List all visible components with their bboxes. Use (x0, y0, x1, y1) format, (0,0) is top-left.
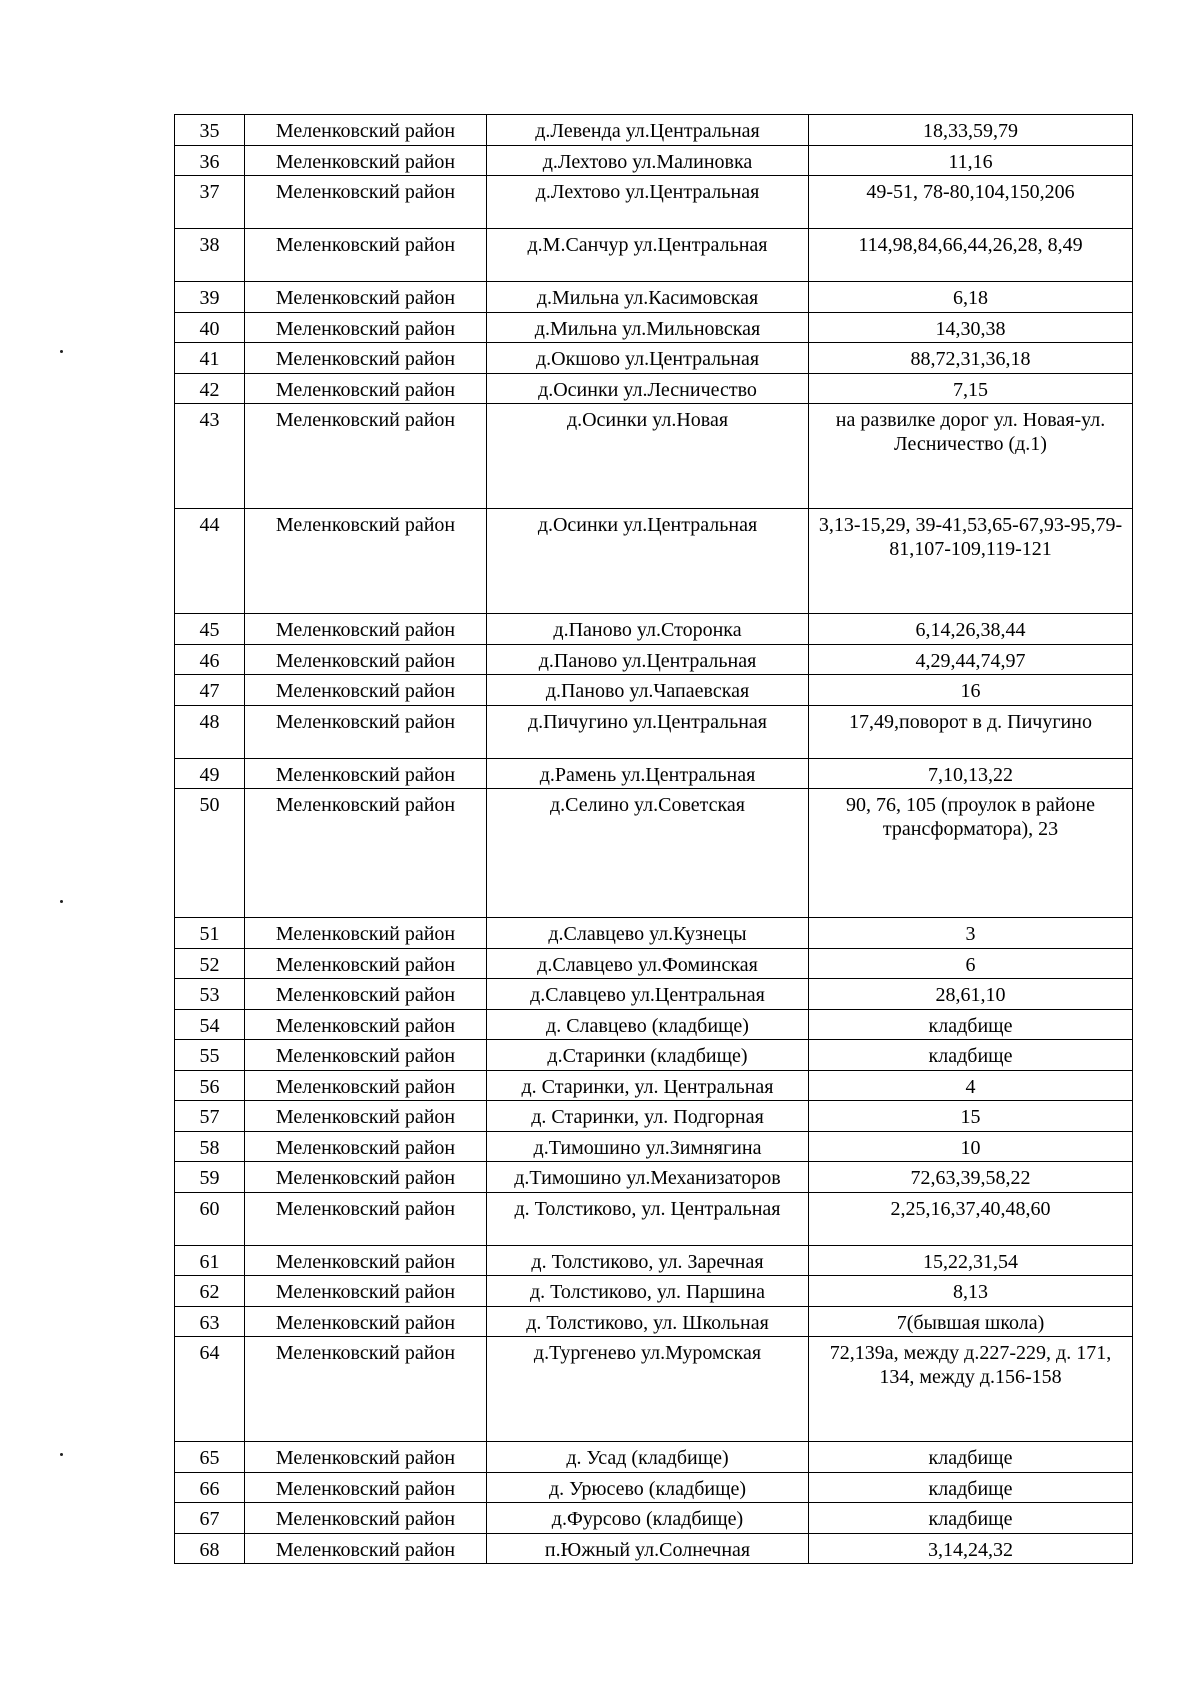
row-district: Меленковский район (245, 343, 487, 374)
row-number: 42 (175, 373, 245, 404)
row-district: Меленковский район (245, 1245, 487, 1276)
row-houses: 88,72,31,36,18 (809, 343, 1133, 374)
table-row (175, 312, 1133, 343)
row-number: 36 (175, 145, 245, 176)
table-row (175, 509, 1133, 614)
row-address: д. Усад (кладбище) (487, 1442, 809, 1473)
table-row (175, 1337, 1133, 1442)
row-district: Меленковский район (245, 644, 487, 675)
table-row (175, 115, 1133, 146)
row-address: д.Славцево ул.Кузнецы (487, 918, 809, 949)
row-district: Меленковский район (245, 1533, 487, 1564)
row-district: Меленковский район (245, 1442, 487, 1473)
row-number: 46 (175, 644, 245, 675)
row-address: д.Тимошино ул.Зимнягина (487, 1131, 809, 1162)
row-address: д. Толстиково, ул. Паршина (487, 1276, 809, 1307)
row-number: 63 (175, 1306, 245, 1337)
table-row (175, 979, 1133, 1010)
scan-speck (60, 350, 63, 353)
row-district: Меленковский район (245, 675, 487, 706)
table-row (175, 705, 1133, 758)
row-address: д.Тимошино ул.Механизаторов (487, 1162, 809, 1193)
row-houses: 3,13-15,29, 39-41,53,65-67,93-95,79-81,107-109,119-121 (809, 509, 1133, 614)
row-address: д.Лехтово ул.Малиновка (487, 145, 809, 176)
row-district: Меленковский район (245, 373, 487, 404)
row-district: Меленковский район (245, 145, 487, 176)
table-row (175, 176, 1133, 229)
row-number: 45 (175, 614, 245, 645)
row-district: Меленковский район (245, 1337, 487, 1442)
row-number: 51 (175, 918, 245, 949)
table-row (175, 1276, 1133, 1307)
row-district: Меленковский район (245, 176, 487, 229)
row-houses: 17,49,поворот в д. Пичугино (809, 705, 1133, 758)
table-row (175, 404, 1133, 509)
row-number: 49 (175, 758, 245, 789)
row-district: Меленковский район (245, 1192, 487, 1245)
row-houses: 72,63,39,58,22 (809, 1162, 1133, 1193)
row-district: Меленковский район (245, 1306, 487, 1337)
row-houses: 10 (809, 1131, 1133, 1162)
row-address: д. Урюсево (кладбище) (487, 1472, 809, 1503)
row-houses: 114,98,84,66,44,26,28, 8,49 (809, 229, 1133, 282)
row-district: Меленковский район (245, 1101, 487, 1132)
row-address: д.Паново ул.Центральная (487, 644, 809, 675)
table-row (175, 758, 1133, 789)
row-number: 37 (175, 176, 245, 229)
row-houses: 15 (809, 1101, 1133, 1132)
table-row (175, 1131, 1133, 1162)
row-address: д.Лехтово ул.Центральная (487, 176, 809, 229)
table-row (175, 343, 1133, 374)
table-row (175, 373, 1133, 404)
table-row (175, 918, 1133, 949)
row-number: 52 (175, 948, 245, 979)
row-district: Меленковский район (245, 918, 487, 949)
row-number: 59 (175, 1162, 245, 1193)
row-district: Меленковский район (245, 789, 487, 918)
row-number: 39 (175, 282, 245, 313)
table-body (175, 115, 1133, 1564)
row-address: д. Славцево (кладбище) (487, 1009, 809, 1040)
row-address: д. Толстиково, ул. Школьная (487, 1306, 809, 1337)
row-number: 35 (175, 115, 245, 146)
row-number: 68 (175, 1533, 245, 1564)
row-houses: 2,25,16,37,40,48,60 (809, 1192, 1133, 1245)
table-row (175, 1070, 1133, 1101)
row-number: 48 (175, 705, 245, 758)
row-number: 64 (175, 1337, 245, 1442)
row-number: 47 (175, 675, 245, 706)
row-address: д. Толстиково, ул. Центральная (487, 1192, 809, 1245)
row-district: Меленковский район (245, 1070, 487, 1101)
row-address: д.М.Санчур ул.Центральная (487, 229, 809, 282)
table-row (175, 1533, 1133, 1564)
table-row (175, 1040, 1133, 1071)
row-houses: 15,22,31,54 (809, 1245, 1133, 1276)
table-row (175, 1442, 1133, 1473)
row-number: 61 (175, 1245, 245, 1276)
row-district: Меленковский район (245, 229, 487, 282)
row-address: д.Осинки ул.Лесничество (487, 373, 809, 404)
row-district: Меленковский район (245, 948, 487, 979)
row-address: д. Старинки, ул. Подгорная (487, 1101, 809, 1132)
table-row (175, 1101, 1133, 1132)
row-houses: 3,14,24,32 (809, 1533, 1133, 1564)
row-number: 53 (175, 979, 245, 1010)
row-houses: кладбище (809, 1503, 1133, 1534)
row-address: д.Осинки ул.Новая (487, 404, 809, 509)
row-district: Меленковский район (245, 614, 487, 645)
row-number: 44 (175, 509, 245, 614)
row-address: д.Левенда ул.Центральная (487, 115, 809, 146)
row-address: д.Осинки ул.Центральная (487, 509, 809, 614)
row-number: 66 (175, 1472, 245, 1503)
row-number: 58 (175, 1131, 245, 1162)
row-houses: 7,10,13,22 (809, 758, 1133, 789)
table-row (175, 614, 1133, 645)
row-district: Меленковский район (245, 404, 487, 509)
row-address: д.Окшово ул.Центральная (487, 343, 809, 374)
row-houses: 11,16 (809, 145, 1133, 176)
table-row (175, 1245, 1133, 1276)
row-number: 41 (175, 343, 245, 374)
row-address: д.Паново ул.Чапаевская (487, 675, 809, 706)
row-number: 55 (175, 1040, 245, 1071)
row-number: 57 (175, 1101, 245, 1132)
row-district: Меленковский район (245, 1131, 487, 1162)
row-houses: 8,13 (809, 1276, 1133, 1307)
row-houses: кладбище (809, 1040, 1133, 1071)
row-address: д.Славцево ул.Центральная (487, 979, 809, 1010)
row-district: Меленковский район (245, 979, 487, 1010)
row-address: д.Тургенево ул.Муромская (487, 1337, 809, 1442)
locations-table (174, 114, 1133, 1564)
row-houses: 6 (809, 948, 1133, 979)
row-district: Меленковский район (245, 115, 487, 146)
scan-speck (60, 900, 63, 903)
row-address: д.Селино ул.Советская (487, 789, 809, 918)
row-district: Меленковский район (245, 282, 487, 313)
row-number: 43 (175, 404, 245, 509)
scan-speck (60, 1453, 63, 1456)
row-number: 54 (175, 1009, 245, 1040)
row-address: д.Пичугино ул.Центральная (487, 705, 809, 758)
row-address: д.Паново ул.Сторонка (487, 614, 809, 645)
table-row (175, 1503, 1133, 1534)
table-row (175, 948, 1133, 979)
table-row (175, 1009, 1133, 1040)
row-address: д.Мильна ул.Касимовская (487, 282, 809, 313)
row-address: д.Старинки (кладбище) (487, 1040, 809, 1071)
row-number: 40 (175, 312, 245, 343)
row-houses: 28,61,10 (809, 979, 1133, 1010)
row-houses: 14,30,38 (809, 312, 1133, 343)
row-district: Меленковский район (245, 1040, 487, 1071)
row-houses: 16 (809, 675, 1133, 706)
row-houses: 7(бывшая школа) (809, 1306, 1133, 1337)
row-houses: 49-51, 78-80,104,150,206 (809, 176, 1133, 229)
row-district: Меленковский район (245, 312, 487, 343)
row-address: д.Славцево ул.Фоминская (487, 948, 809, 979)
row-houses: на развилке дорог ул. Новая-ул. Лесничество (д.1) (809, 404, 1133, 509)
row-district: Меленковский район (245, 1503, 487, 1534)
table-row (175, 282, 1133, 313)
row-district: Меленковский район (245, 705, 487, 758)
row-address: д.Мильна ул.Мильновская (487, 312, 809, 343)
table-row (175, 1192, 1133, 1245)
row-houses: 72,139а, между д.227-229, д. 171, 134, между д.156-158 (809, 1337, 1133, 1442)
row-address: д.Фурсово (кладбище) (487, 1503, 809, 1534)
table-row (175, 675, 1133, 706)
row-houses: 4,29,44,74,97 (809, 644, 1133, 675)
table-row (175, 644, 1133, 675)
row-address: п.Южный ул.Солнечная (487, 1533, 809, 1564)
row-district: Меленковский район (245, 1162, 487, 1193)
row-houses: кладбище (809, 1442, 1133, 1473)
row-district: Меленковский район (245, 1009, 487, 1040)
table-row (175, 1472, 1133, 1503)
row-number: 38 (175, 229, 245, 282)
table-row (175, 145, 1133, 176)
row-houses: 18,33,59,79 (809, 115, 1133, 146)
row-houses: кладбище (809, 1472, 1133, 1503)
row-number: 62 (175, 1276, 245, 1307)
row-district: Меленковский район (245, 1472, 487, 1503)
row-houses: 6,14,26,38,44 (809, 614, 1133, 645)
row-number: 65 (175, 1442, 245, 1473)
row-houses: кладбище (809, 1009, 1133, 1040)
table-row (175, 229, 1133, 282)
row-address: д.Рамень ул.Центральная (487, 758, 809, 789)
row-district: Меленковский район (245, 758, 487, 789)
row-district: Меленковский район (245, 509, 487, 614)
row-houses: 3 (809, 918, 1133, 949)
row-number: 67 (175, 1503, 245, 1534)
row-houses: 6,18 (809, 282, 1133, 313)
row-district: Меленковский район (245, 1276, 487, 1307)
table-row (175, 1306, 1133, 1337)
row-houses: 90, 76, 105 (проулок в районе трансформатора), 23 (809, 789, 1133, 918)
row-address: д. Толстиково, ул. Заречная (487, 1245, 809, 1276)
row-number: 56 (175, 1070, 245, 1101)
row-houses: 4 (809, 1070, 1133, 1101)
row-number: 50 (175, 789, 245, 918)
table-row (175, 1162, 1133, 1193)
row-houses: 7,15 (809, 373, 1133, 404)
row-number: 60 (175, 1192, 245, 1245)
row-address: д. Старинки, ул. Центральная (487, 1070, 809, 1101)
table-row (175, 789, 1133, 918)
